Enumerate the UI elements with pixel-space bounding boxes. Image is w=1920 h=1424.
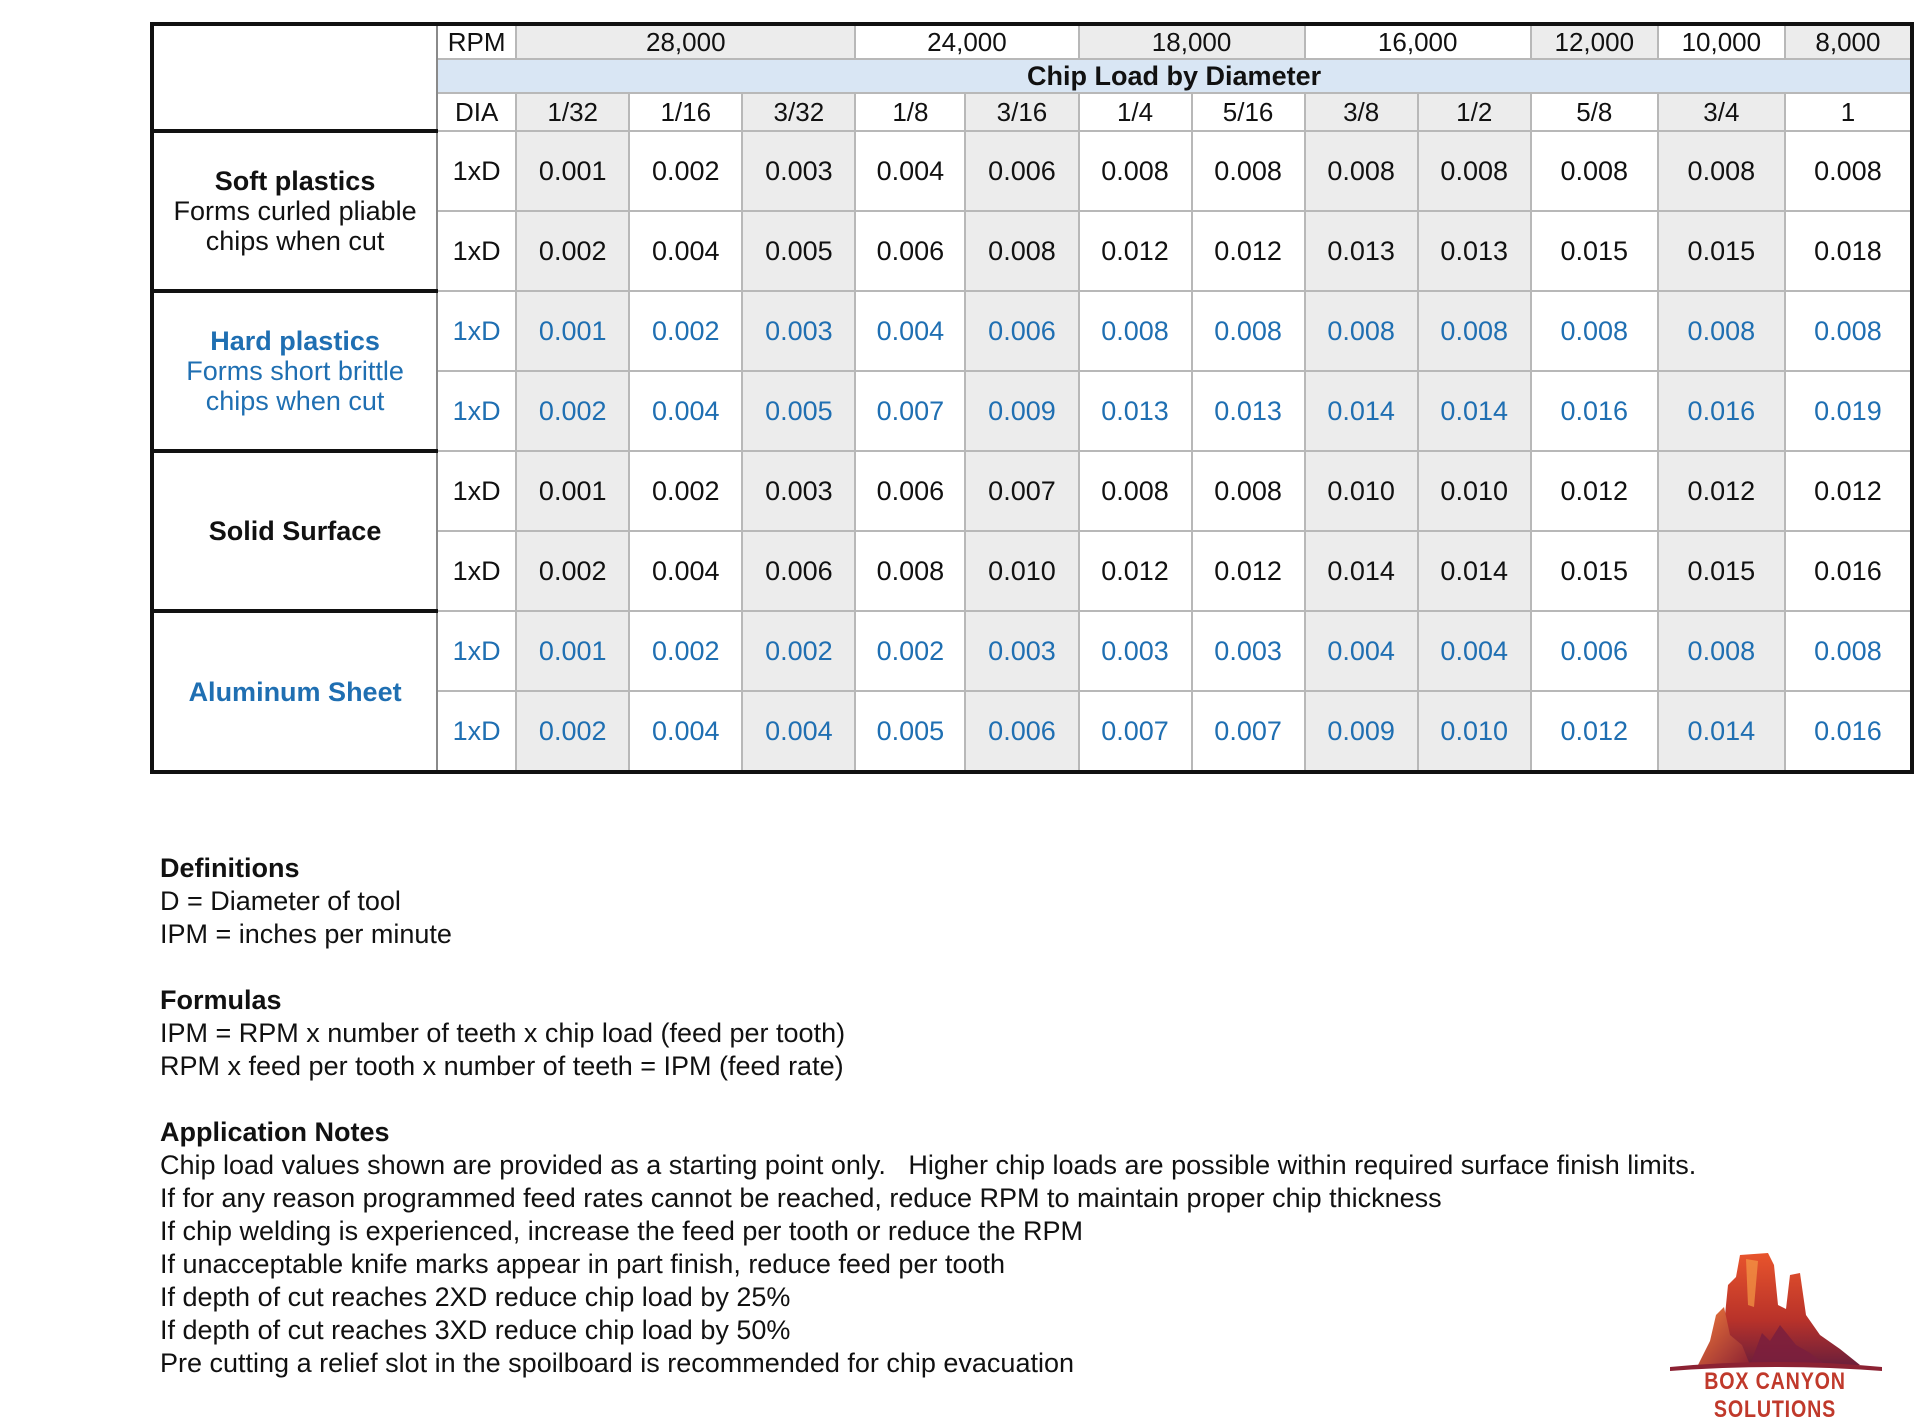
chip-load-cell: 0.014	[1305, 531, 1418, 611]
material-description: chips when cut	[205, 386, 385, 416]
chip-load-cell: 0.008	[1305, 291, 1418, 371]
chip-load-cell: 0.010	[1418, 451, 1531, 531]
material-description: Forms short brittle	[186, 356, 404, 386]
note-line: If chip welding is experienced, increase the feed per tooth or reduce the RPM	[160, 1216, 1084, 1246]
chip-load-cell: 0.016	[1785, 531, 1912, 611]
chip-load-cell: 0.015	[1658, 531, 1785, 611]
chip-load-cell: 0.016	[1785, 691, 1912, 772]
chip-load-cell: 0.008	[1785, 291, 1912, 371]
formula-line: IPM = RPM x number of teeth x chip load (feed per tooth)	[160, 1018, 846, 1048]
chip-load-cell: 0.012	[1531, 691, 1658, 772]
chip-load-cell: 0.008	[1192, 131, 1305, 211]
chip-load-cell: 0.008	[1079, 131, 1192, 211]
chip-load-cell: 0.004	[1418, 611, 1531, 691]
material-description: chips when cut	[205, 226, 385, 256]
definitions-title: Definitions	[160, 853, 300, 883]
chip-load-cell: 0.007	[965, 451, 1078, 531]
chip-load-cell: 0.012	[1079, 211, 1192, 291]
note-line: Pre cutting a relief slot in the spoilboard is recommended for chip evacuation	[160, 1348, 1074, 1378]
chip-load-cell: 0.012	[1785, 451, 1912, 531]
notes-section	[160, 852, 1780, 1413]
diameter-cell: 3/32	[742, 93, 855, 131]
definition-line: IPM = inches per minute	[160, 919, 452, 949]
material-name: Aluminum Sheet	[188, 676, 402, 707]
material-name: Soft plastics	[214, 166, 376, 196]
chip-load-cell: 0.004	[629, 371, 742, 451]
chip-load-cell: 0.010	[1418, 691, 1531, 772]
chip-load-cell: 0.003	[1192, 611, 1305, 691]
diameter-cell: 1/16	[629, 93, 742, 131]
formula-line: RPM x feed per tooth x number of teeth = IPM (feed rate)	[160, 1051, 844, 1081]
chip-load-cell: 0.008	[1785, 131, 1912, 211]
chip-load-cell: 0.002	[629, 451, 742, 531]
depth-cell: 1xD	[437, 451, 516, 531]
chip-load-cell: 0.001	[516, 611, 629, 691]
chip-load-band-title: Chip Load by Diameter	[437, 59, 1912, 93]
rpm-28000: 28,000	[516, 24, 855, 59]
chip-load-cell: 0.014	[1305, 371, 1418, 451]
chip-load-cell: 0.016	[1658, 371, 1785, 451]
note-line: Chip load values shown are provided as a starting point only. Higher chip loads are possible within required surface finish limits.	[160, 1150, 1697, 1180]
chip-load-cell: 0.013	[1079, 371, 1192, 451]
chip-load-cell: 0.016	[1531, 371, 1658, 451]
chip-load-cell: 0.003	[742, 291, 855, 371]
rpm-18000: 18,000	[1079, 24, 1305, 59]
rpm-16000: 16,000	[1305, 24, 1531, 59]
diameter-cell: 3/8	[1305, 93, 1418, 131]
depth-cell: 1xD	[437, 611, 516, 691]
diameter-cell: 5/8	[1531, 93, 1658, 131]
chip-load-cell: 0.006	[1531, 611, 1658, 691]
chip-load-cell: 0.008	[1658, 611, 1785, 691]
chip-load-cell: 0.002	[742, 611, 855, 691]
dia-label: DIA	[437, 93, 516, 131]
chip-load-cell: 0.014	[1658, 691, 1785, 772]
table-row	[152, 131, 1912, 211]
rpm-24000: 24,000	[855, 24, 1078, 59]
chip-load-cell: 0.007	[1192, 691, 1305, 772]
formulas-block	[160, 984, 1780, 1083]
diameter-cell: 1/4	[1079, 93, 1192, 131]
logo-text: BOX CANYON SOLUTIONS	[1704, 1368, 1846, 1423]
depth-cell: 1xD	[437, 211, 516, 291]
chip-load-cell: 0.015	[1658, 211, 1785, 291]
table-row	[152, 451, 1912, 531]
chip-load-cell: 0.006	[965, 691, 1078, 772]
chip-load-cell: 0.008	[965, 211, 1078, 291]
application-notes-title: Application Notes	[160, 1117, 390, 1147]
table-corner	[152, 24, 437, 131]
definition-line: D = Diameter of tool	[160, 886, 401, 916]
chip-load-cell: 0.008	[1192, 451, 1305, 531]
chip-load-cell: 0.012	[1192, 211, 1305, 291]
chip-load-cell: 0.008	[1418, 291, 1531, 371]
chip-load-cell: 0.013	[1418, 211, 1531, 291]
formulas-title: Formulas	[160, 985, 282, 1015]
rpm-10000: 10,000	[1658, 24, 1785, 59]
chip-load-cell: 0.005	[855, 691, 965, 772]
chip-load-cell: 0.003	[965, 611, 1078, 691]
material-label	[152, 291, 437, 451]
diameter-cell: 1/8	[855, 93, 965, 131]
note-line: If for any reason programmed feed rates cannot be reached, reduce RPM to maintain proper chip thickness	[160, 1183, 1442, 1213]
chip-load-cell: 0.002	[629, 131, 742, 211]
chip-load-cell: 0.004	[855, 131, 965, 211]
chip-load-cell: 0.002	[516, 531, 629, 611]
chip-load-cell: 0.008	[1192, 291, 1305, 371]
chip-load-cell: 0.008	[1531, 131, 1658, 211]
chip-load-cell: 0.002	[516, 691, 629, 772]
definitions-block	[160, 852, 1780, 951]
chip-load-cell: 0.004	[629, 531, 742, 611]
chip-load-table	[150, 22, 1914, 774]
chip-load-cell: 0.006	[855, 211, 965, 291]
chip-load-cell: 0.003	[742, 451, 855, 531]
chip-load-cell: 0.002	[855, 611, 965, 691]
depth-cell: 1xD	[437, 531, 516, 611]
diameter-cell: 3/16	[965, 93, 1078, 131]
chip-load-cell: 0.013	[1192, 371, 1305, 451]
chip-load-cell: 0.008	[1418, 131, 1531, 211]
chip-load-cell: 0.008	[1079, 451, 1192, 531]
chip-load-cell: 0.008	[1785, 611, 1912, 691]
chip-load-cell: 0.012	[1192, 531, 1305, 611]
chip-load-cell: 0.018	[1785, 211, 1912, 291]
chip-load-cell: 0.005	[742, 211, 855, 291]
note-line: If depth of cut reaches 3XD reduce chip load by 50%	[160, 1315, 791, 1345]
diameter-cell: 1/32	[516, 93, 629, 131]
chip-load-cell: 0.004	[1305, 611, 1418, 691]
table-row	[152, 611, 1912, 691]
chip-load-cell: 0.008	[855, 531, 965, 611]
chip-load-cell: 0.002	[629, 611, 742, 691]
depth-cell: 1xD	[437, 131, 516, 211]
chip-load-cell: 0.010	[965, 531, 1078, 611]
rpm-label: RPM	[437, 24, 516, 59]
chip-load-cell: 0.009	[965, 371, 1078, 451]
chip-load-cell: 0.015	[1531, 531, 1658, 611]
chip-load-cell: 0.008	[1531, 291, 1658, 371]
chip-load-cell: 0.001	[516, 131, 629, 211]
depth-cell: 1xD	[437, 691, 516, 772]
chip-load-cell: 0.004	[855, 291, 965, 371]
chip-load-cell: 0.007	[1079, 691, 1192, 772]
chip-load-cell: 0.003	[742, 131, 855, 211]
chip-load-cell: 0.008	[1305, 131, 1418, 211]
diameter-cell: 1	[1785, 93, 1912, 131]
rpm-header-row	[152, 24, 1912, 59]
chip-load-cell: 0.004	[742, 691, 855, 772]
chip-load-cell: 0.003	[1079, 611, 1192, 691]
diameter-cell: 1/2	[1418, 93, 1531, 131]
chip-load-cell: 0.002	[516, 371, 629, 451]
chip-load-cell: 0.007	[855, 371, 965, 451]
chip-load-cell: 0.002	[629, 291, 742, 371]
material-name: Solid Surface	[208, 516, 382, 546]
material-description: Forms curled pliable	[173, 196, 417, 226]
chip-load-cell: 0.012	[1079, 531, 1192, 611]
chip-load-cell: 0.006	[855, 451, 965, 531]
note-line: If unacceptable knife marks appear in part finish, reduce feed per tooth	[160, 1249, 1006, 1279]
diameter-cell: 3/4	[1658, 93, 1785, 131]
chip-load-cell: 0.014	[1418, 371, 1531, 451]
note-line: If depth of cut reaches 2XD reduce chip load by 25%	[160, 1282, 791, 1312]
chip-load-cell: 0.012	[1531, 451, 1658, 531]
application-notes-block	[160, 1116, 1780, 1380]
material-label	[152, 611, 437, 772]
chip-load-cell: 0.009	[1305, 691, 1418, 772]
table-row	[152, 291, 1912, 371]
chip-load-cell: 0.008	[1658, 291, 1785, 371]
chip-load-cell: 0.008	[1079, 291, 1192, 371]
chip-load-cell: 0.019	[1785, 371, 1912, 451]
chip-load-cell: 0.005	[742, 371, 855, 451]
chip-load-cell: 0.006	[965, 131, 1078, 211]
chip-load-cell: 0.004	[629, 211, 742, 291]
depth-cell: 1xD	[437, 291, 516, 371]
chip-load-cell: 0.006	[965, 291, 1078, 371]
chip-load-cell: 0.014	[1418, 531, 1531, 611]
rpm-8000: 8,000	[1785, 24, 1912, 59]
chip-load-cell: 0.001	[516, 451, 629, 531]
chip-load-cell: 0.004	[629, 691, 742, 772]
chip-load-cell: 0.012	[1658, 451, 1785, 531]
chip-load-cell: 0.006	[742, 531, 855, 611]
depth-cell: 1xD	[437, 371, 516, 451]
material-body	[152, 131, 1912, 772]
chip-load-cell: 0.001	[516, 291, 629, 371]
chip-load-cell: 0.015	[1531, 211, 1658, 291]
chip-load-cell: 0.013	[1305, 211, 1418, 291]
chip-load-cell: 0.002	[516, 211, 629, 291]
material-label	[152, 451, 437, 611]
chip-load-cell: 0.010	[1305, 451, 1418, 531]
chip-load-cell: 0.008	[1658, 131, 1785, 211]
rpm-12000: 12,000	[1531, 24, 1658, 59]
material-name: Hard plastics	[210, 326, 380, 356]
material-label	[152, 131, 437, 291]
diameter-cell: 5/16	[1192, 93, 1305, 131]
